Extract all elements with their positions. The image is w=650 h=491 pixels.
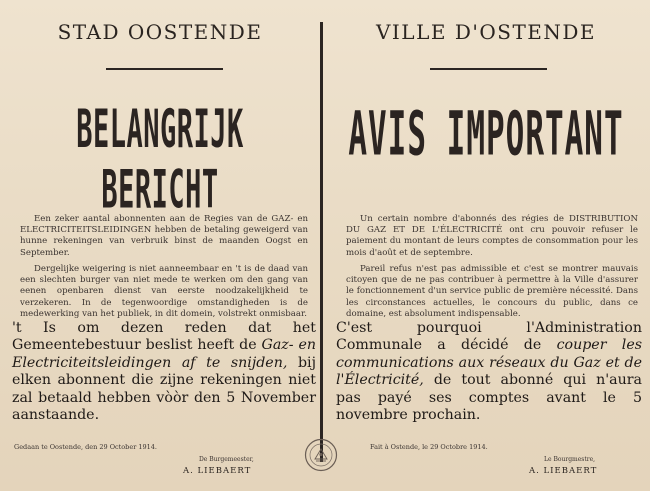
city-title-dutch: STAD OOSTENDE	[57, 20, 263, 44]
date-french: Fait à Ostende, le 29 Octobre 1914.	[370, 443, 488, 451]
title-rule-french	[430, 68, 547, 70]
announcement-french-italic: couper les communications aux réseaux du Gaz et de l'Électricité,	[336, 337, 643, 389]
mayor-name-french: A. LIEBAERT	[529, 466, 598, 476]
announcement-dutch-part-a: 't Is om dezen reden dat het Gemeentebestuur beslist heeft de	[12, 320, 316, 354]
announcement-dutch-part-b: bij elken abonnent die zijne rekeningen niet zal betaald hebben vòòr den 5 November aanstaande.	[12, 354, 316, 424]
city-title-french: VILLE D'OSTENDE	[375, 20, 597, 44]
mayor-title-dutch: De Burgemeester,	[199, 456, 254, 463]
announcement-french-part-b: de tout abonné qui n'aura pas payé ses comptes avant le 5 novembre prochain.	[336, 372, 642, 424]
paragraph-2-dutch: Dergelijke weigering is niet aanneembaar en 't is de daad van een slechten burger van niet mede te werken om den gang van eenen openbaren dienst van eerste noodzakelijkheid te verzekeren. In de tegenwoordige omstandigheden is de medewerking van het publiek, in dit domein, volstrekt onmisbaar.	[20, 264, 308, 319]
announcement-dutch	[12, 320, 316, 424]
city-seal-icon	[304, 438, 338, 472]
mayor-title-french: Le Bourgmestre,	[544, 456, 596, 463]
headline-french: AVIS IMPORTANT	[348, 100, 624, 171]
paragraph-2-french: Pareil refus n'est pas admissible et c'est se montrer mauvais citoyen que de ne pas contribuer à permettre à la Ville d'assurer le fonctionnement d'un service public de première nécessité. Dans les circonstances actuelles, le concours du public, dans ce domaine, est absolument indispensable.	[346, 264, 638, 319]
column-divider	[320, 22, 323, 462]
announcement-french-part-a: C'est pourquoi l'Administration Communale a décidé de	[336, 320, 642, 354]
announcement-french	[336, 320, 642, 424]
title-rule-dutch	[106, 68, 223, 70]
headline-dutch: BELANGRIJK BERICHT	[76, 100, 244, 221]
announcement-dutch-italic: Gaz- en Electriciteitsleidingen af te snijden,	[12, 337, 316, 371]
date-dutch: Gedaan te Oostende, den 29 October 1914.	[14, 443, 157, 451]
mayor-name-dutch: A. LIEBAERT	[183, 466, 252, 476]
paragraph-1-french: Un certain nombre d'abonnés des régies de DISTRIBUTION DU GAZ ET DE L'ÉLECTRICITÉ ont cru pouvoir refuser le paiement du montant de leurs comptes de consommation pour les mois d'août et de septembre.	[346, 214, 638, 258]
paragraph-1-dutch: Een zeker aantal abonnenten aan de Regies van de GAZ- en ELECTRICITEITSLEIDINGEN hebben de betaling geweigerd van hunne rekeningen van verbruik binst de maanden Oogst en September.	[20, 214, 308, 258]
